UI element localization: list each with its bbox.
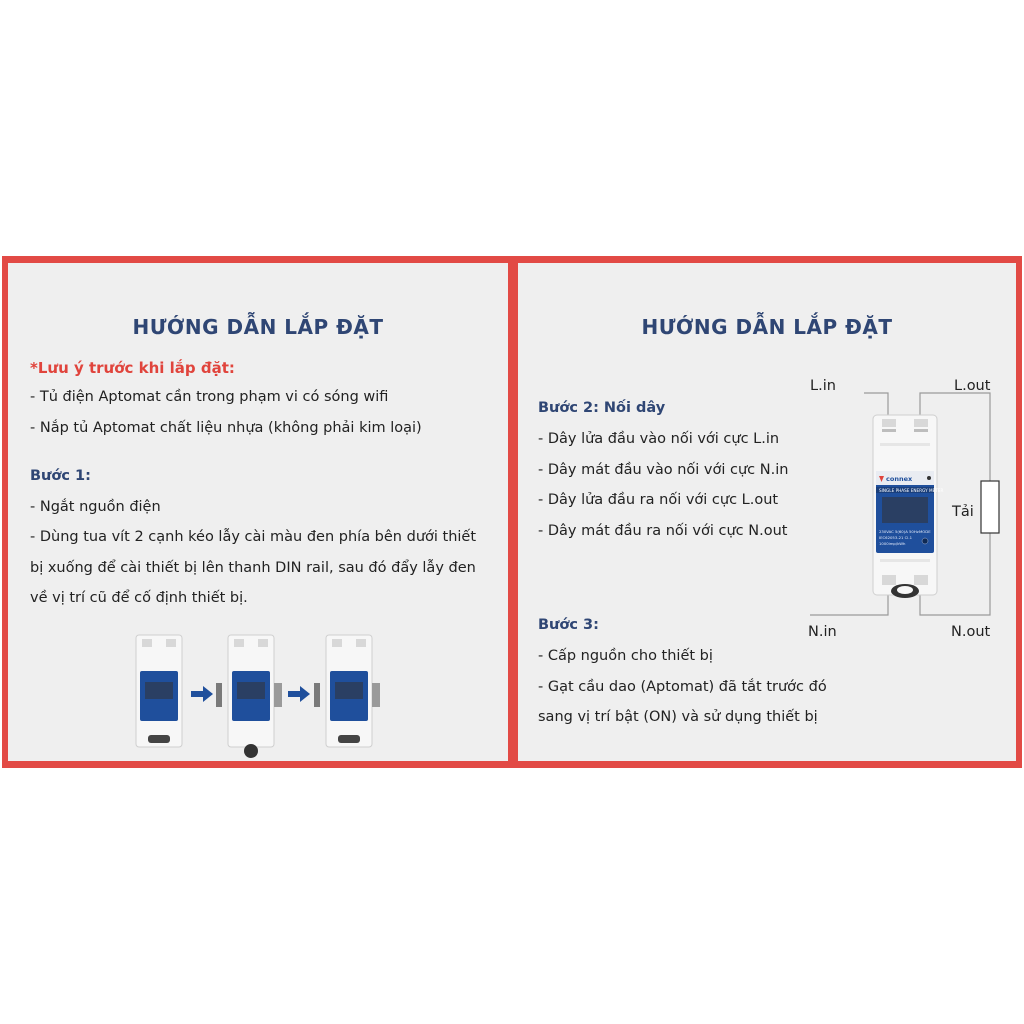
meter-label: SINGLE PHASE ENERGY METER bbox=[879, 488, 944, 493]
step1-line: - Dùng tua vít 2 cạnh kéo lẫy cài màu đen phía bên dưới thiết bbox=[30, 529, 477, 545]
meter-lcd-screen bbox=[882, 497, 928, 523]
load-resistor-icon bbox=[981, 481, 999, 533]
meter-image-step-c bbox=[314, 635, 380, 747]
terminal-label-l-in: L.in bbox=[810, 378, 836, 394]
step3-line: - Gạt cầu dao (Aptomat) đã tắt trước đó bbox=[538, 679, 827, 695]
meter-spec: 1000imp/kWh bbox=[879, 541, 906, 546]
step3-line: - Cấp nguồn cho thiết bị bbox=[538, 648, 713, 664]
meter-brand: connex bbox=[886, 475, 913, 483]
right-panel bbox=[518, 263, 1016, 761]
arrow-right-icon bbox=[191, 686, 213, 702]
load-label: Tải bbox=[952, 504, 974, 520]
step2-item: - Dây mát đầu ra nối với cực N.out bbox=[538, 523, 788, 539]
step1-line: về vị trí cũ để cố định thiết bị. bbox=[30, 590, 248, 606]
note-item: - Nắp tủ Aptomat chất liệu nhựa (không phải kim loại) bbox=[30, 420, 422, 436]
step3-heading: Bước 3: bbox=[538, 617, 599, 633]
energy-meter-image bbox=[873, 415, 943, 598]
right-panel-title: HƯỚNG DẪN LẮP ĐẶT bbox=[641, 315, 893, 339]
mode-button-icon bbox=[922, 538, 928, 544]
note-heading: *Lưu ý trước khi lắp đặt: bbox=[30, 359, 235, 377]
left-panel bbox=[8, 263, 508, 761]
terminal-label-n-out: N.out bbox=[951, 624, 991, 640]
step2-item: - Dây mát đầu vào nối với cực N.in bbox=[538, 462, 789, 478]
terminal-label-n-in: N.in bbox=[808, 624, 837, 640]
note-item: - Tủ điện Aptomat cần trong phạm vi có sóng wifi bbox=[30, 389, 389, 405]
step3-line: sang vị trí bật (ON) và sử dụng thiết bị bbox=[538, 709, 818, 725]
instruction-frame bbox=[2, 256, 1022, 768]
step1-line: - Ngắt nguồn điện bbox=[30, 499, 161, 515]
step2-item: - Dây lửa đầu vào nối với cực L.in bbox=[538, 431, 780, 447]
meter-image-step-b bbox=[216, 635, 282, 758]
meter-spec: 230VAC 5(60)A 50Hz bbox=[879, 529, 919, 534]
step2-item: - Dây lửa đầu ra nối với cực L.out bbox=[538, 492, 779, 508]
left-panel-title: HƯỚNG DẪN LẮP ĐẶT bbox=[132, 315, 384, 339]
terminal-label-l-out: L.out bbox=[954, 378, 991, 394]
step1-heading: Bước 1: bbox=[30, 468, 91, 484]
meter-spec: IEC62053-21 Cl.1 bbox=[879, 535, 912, 540]
meter-mode-label: MODE bbox=[919, 529, 931, 534]
arrow-right-icon bbox=[288, 686, 310, 702]
meter-image-step-a bbox=[136, 635, 182, 747]
din-rail-install-illustration bbox=[128, 631, 398, 759]
step2-heading: Bước 2: Nối dây bbox=[538, 400, 666, 416]
step1-line: bị xuống để cài thiết bị lên thanh DIN rail, sau đó đẩy lẫy đen bbox=[30, 560, 476, 576]
wiring-diagram bbox=[798, 363, 1008, 643]
